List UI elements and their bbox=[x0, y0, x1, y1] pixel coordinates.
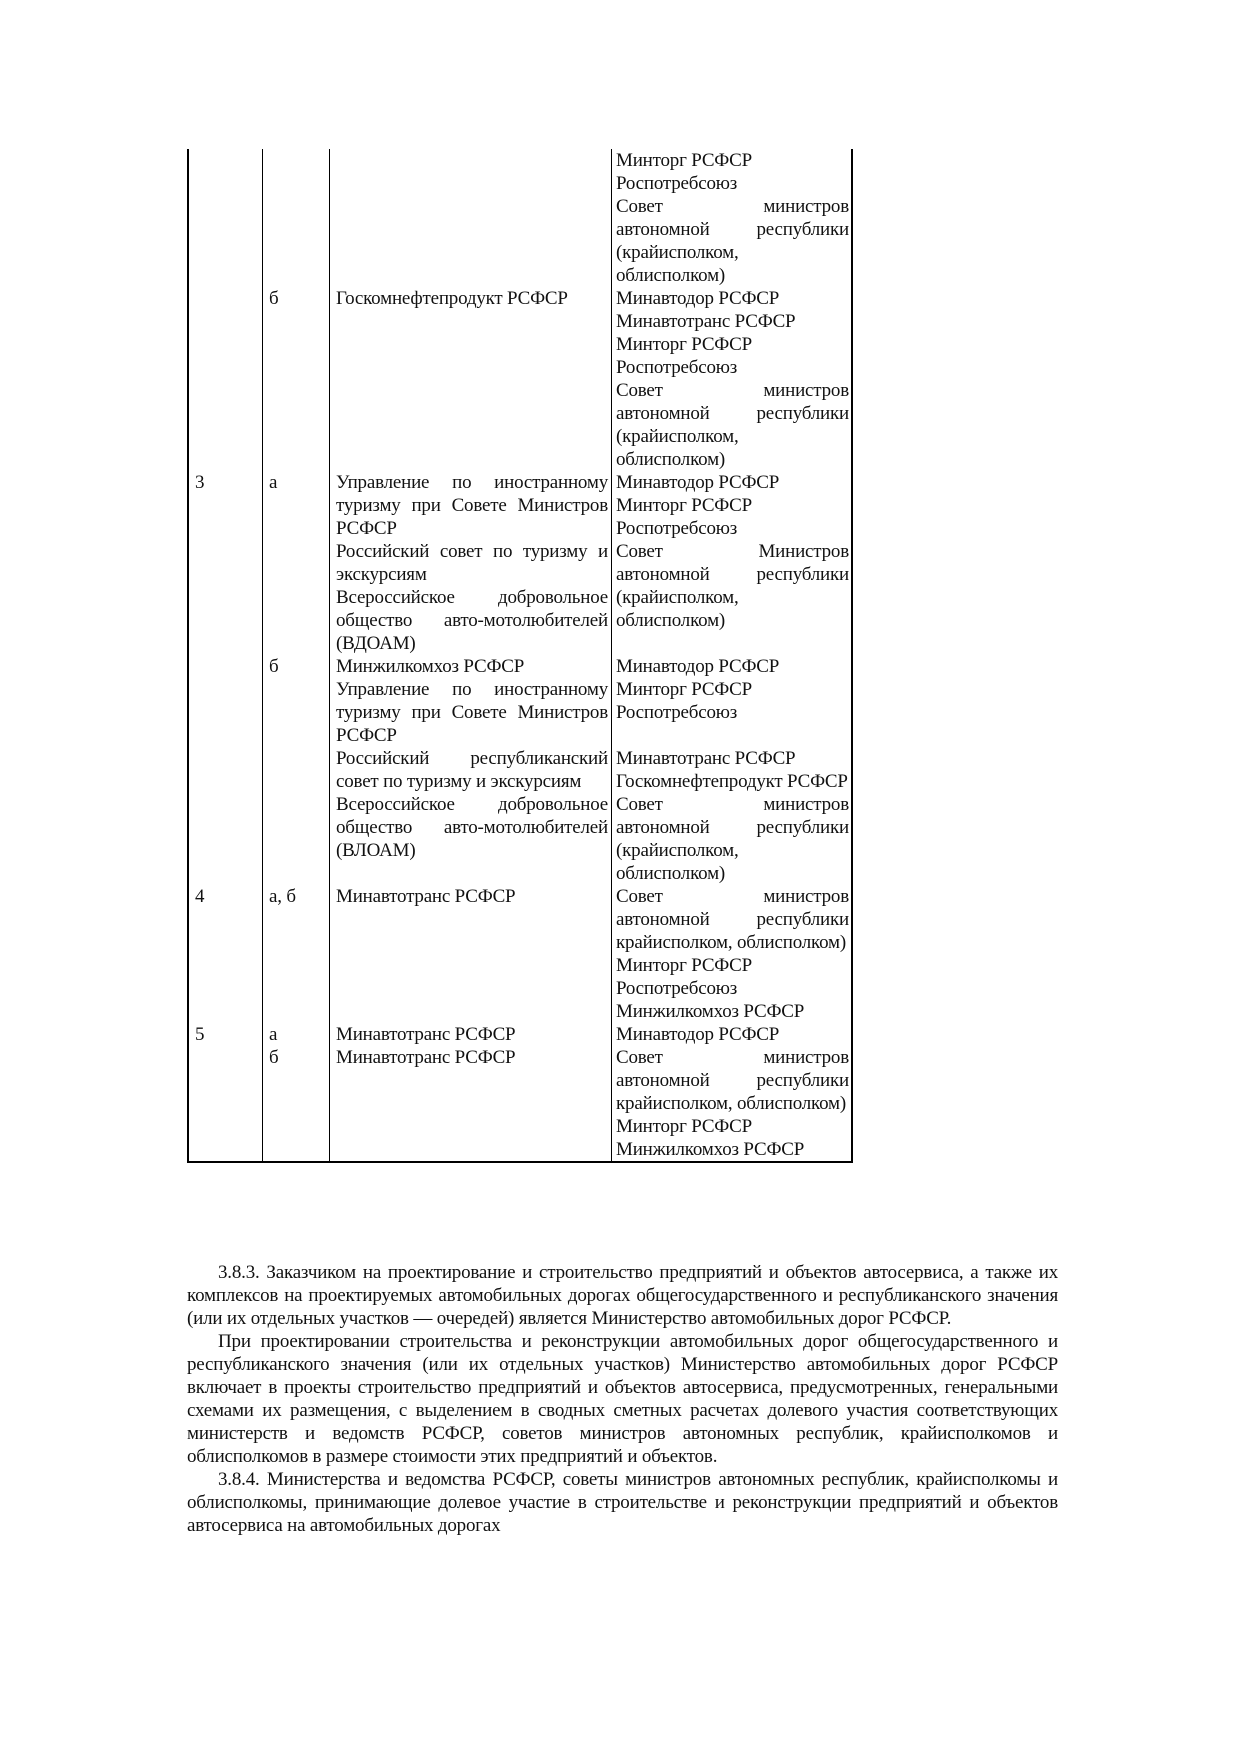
participants-cell bbox=[612, 1046, 853, 1162]
participant-entry: Совет министров автономной республики (крайисполком, облисполком) bbox=[616, 794, 849, 884]
table-row bbox=[188, 149, 852, 287]
table-row bbox=[188, 655, 852, 747]
customer-entry: Российский совет по туризму и экскурсиям bbox=[336, 541, 608, 585]
participant-entry: Минжилкомхоз РСФСР bbox=[616, 1139, 805, 1160]
participant-entry: Минторг РСФСР bbox=[616, 955, 752, 976]
participant-entry: Роспотребсоюз bbox=[616, 173, 738, 194]
participant-entry: Минавтодор РСФСР bbox=[616, 1024, 780, 1045]
paragraph: 3.8.4. Министерства и ведомства РСФСР, советы министров автономных республик, крайисполкомы и облисполкомы, принимающие долевое участие в строительстве и реконструкции предприятий и объектов автосервиса на автомобильных дорогах bbox=[187, 1469, 1058, 1536]
participants-cell bbox=[612, 149, 853, 287]
row-subitem-cell: б bbox=[263, 287, 330, 471]
participant-entry: Роспотребсоюз bbox=[616, 978, 738, 999]
row-number-cell bbox=[188, 540, 263, 655]
customer-entry: Минавтотранс РСФСР bbox=[336, 886, 516, 907]
table-row bbox=[188, 471, 852, 540]
participant-entry: Минавтодор РСФСР bbox=[616, 656, 780, 677]
participant-entry: Минавтотранс РСФСР bbox=[616, 311, 796, 332]
row-subitem-cell bbox=[263, 149, 330, 287]
customer-cell bbox=[330, 471, 612, 540]
row-number-cell bbox=[188, 793, 263, 885]
paragraph: 3.8.3. Заказчиком на проектирование и строительство предприятий и объектов автосервиса, а также их комплексов на проектируемых автомобильных дорогах общегосударственного и республиканского значения (или их отдельных участков — очередей) является Министерство автомобильных дорог РСФСР. bbox=[187, 1262, 1058, 1329]
table-row bbox=[188, 885, 852, 1023]
body-text bbox=[187, 1261, 1058, 1537]
table-row bbox=[188, 747, 852, 793]
participant-entry: Роспотребсоюз bbox=[616, 357, 738, 378]
participant-entry: Совет министров автономной республики крайисполком, облисполком) bbox=[616, 886, 849, 953]
customer-cell bbox=[330, 540, 612, 655]
customer-entry: Всероссийское добровольное общество авто-мотолюбителей (ВДОАМ) bbox=[336, 587, 608, 654]
table-row bbox=[188, 793, 852, 885]
participants-cell bbox=[612, 885, 853, 1023]
participants-cell bbox=[612, 747, 853, 793]
participant-entry: Роспотребсоюз bbox=[616, 518, 738, 539]
customer-entry: Всероссийское добровольное общество авто-мотолюбителей (ВЛОАМ) bbox=[336, 794, 608, 861]
table-row bbox=[188, 287, 852, 471]
participant-entry: Роспотребсоюз bbox=[616, 702, 738, 723]
customer-cell bbox=[330, 655, 612, 747]
participant-entry: Минторг РСФСР bbox=[616, 334, 752, 355]
row-subitem-cell bbox=[263, 747, 330, 793]
participant-entry: Минжилкомхоз РСФСР bbox=[616, 1001, 805, 1022]
participant-entry: Минторг РСФСР bbox=[616, 495, 752, 516]
participant-entry: Совет Министров автономной республики (крайисполком, облисполком) bbox=[616, 541, 849, 631]
participant-entry: Минторг РСФСР bbox=[616, 679, 752, 700]
participant-entry: Совет министров автономной республики (крайисполком, облисполком) bbox=[616, 196, 849, 286]
row-subitem-cell: б bbox=[263, 655, 330, 747]
row-subitem-cell: б bbox=[263, 1046, 330, 1162]
paragraph: При проектировании строительства и реконструкции автомобильных дорог общегосударственного и республиканского значения (или их отдельных участков) Министерство автомобильных дорог РСФСР включает в проекты строительство предприятий и объектов автосервиса, предусмотренных, генеральными схемами их размещения, с выделением в сводных сметных расчетах долевого участия соответствующих министерств и ведомств РСФСР, советов министров автономных республик, крайисполкомов и облисполкомов в размере стоимости этих предприятий и объектов. bbox=[187, 1331, 1058, 1467]
row-subitem-cell: а bbox=[263, 471, 330, 540]
participant-entry: Госкомнефтепродукт РСФСР bbox=[616, 771, 848, 792]
customer-cell bbox=[330, 1046, 612, 1162]
customer-cell bbox=[330, 885, 612, 1023]
customer-cell bbox=[330, 1023, 612, 1046]
table-row bbox=[188, 1023, 852, 1046]
participants-cell bbox=[612, 471, 853, 540]
table-row bbox=[188, 540, 852, 655]
customer-entry: Минавтотранс РСФСР bbox=[336, 1047, 516, 1068]
row-number-cell: 3 bbox=[188, 471, 263, 540]
row-number-cell bbox=[188, 1046, 263, 1162]
participants-cell bbox=[612, 793, 853, 885]
customer-entry: Российский республиканский совет по туризму и экскурсиям bbox=[336, 748, 608, 792]
customer-cell bbox=[330, 747, 612, 793]
participant-entry: Минавтодор РСФСР bbox=[616, 288, 780, 309]
customer-cell bbox=[330, 793, 612, 885]
row-number-cell: 5 bbox=[188, 1023, 263, 1046]
participant-entry: Минторг РСФСР bbox=[616, 1116, 752, 1137]
participants-cell bbox=[612, 1023, 853, 1046]
row-number-cell bbox=[188, 655, 263, 747]
participant-entry: Совет министров автономной республики крайисполком, облисполком) bbox=[616, 1047, 849, 1114]
row-number-cell bbox=[188, 287, 263, 471]
customer-cell bbox=[330, 287, 612, 471]
row-number-cell: 4 bbox=[188, 885, 263, 1023]
customer-entry: Минжилкомхоз РСФСР bbox=[336, 656, 525, 677]
participant-entry: Минавтодор РСФСР bbox=[616, 472, 780, 493]
participant-entry: Совет министров автономной республики (крайисполком, облисполком) bbox=[616, 380, 849, 470]
participant-entry: Минавтотранс РСФСР bbox=[616, 748, 796, 769]
row-subitem-cell bbox=[263, 540, 330, 655]
customer-entry: Управление по иностранному туризму при Совете Министров РСФСР bbox=[336, 472, 608, 539]
participants-cell bbox=[612, 287, 853, 471]
customer-entry: Минавтотранс РСФСР bbox=[336, 1024, 516, 1045]
row-number-cell bbox=[188, 747, 263, 793]
participant-entry: Минторг РСФСР bbox=[616, 150, 752, 171]
participants-cell bbox=[612, 540, 853, 655]
row-number-cell bbox=[188, 149, 263, 287]
table-row bbox=[188, 1046, 852, 1162]
participation-table bbox=[187, 149, 853, 1163]
participants-cell bbox=[612, 655, 853, 747]
row-subitem-cell: а bbox=[263, 1023, 330, 1046]
customer-entry: Управление по иностранному туризму при Совете Министров РСФСР bbox=[336, 679, 608, 746]
customer-cell bbox=[330, 149, 612, 287]
customer-entry: Госкомнефтепродукт РСФСР bbox=[336, 288, 568, 309]
row-subitem-cell bbox=[263, 793, 330, 885]
row-subitem-cell: а, б bbox=[263, 885, 330, 1023]
